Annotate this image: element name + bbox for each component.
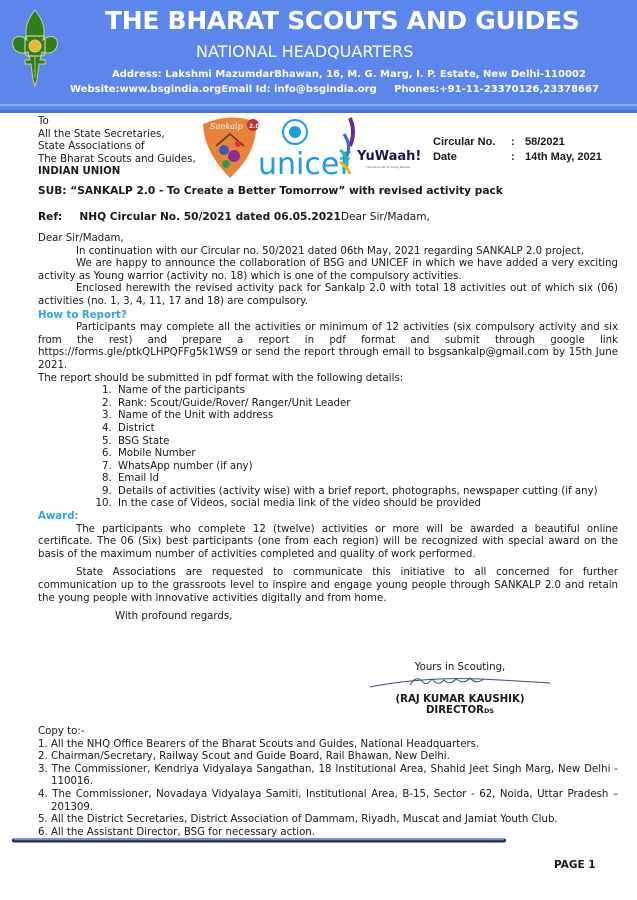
date-label: Date (433, 151, 457, 163)
list-item: 5. All the District Secretaries, District Association of Dammam, Riyadh, Muscat and Jamiat Youth Club. (38, 814, 558, 826)
copy-to-section (38, 726, 618, 839)
org-title: THE BHARAT SCOUTS AND GUIDES (105, 6, 580, 35)
svg-text:Sankalp: Sankalp (210, 122, 243, 131)
letterhead-banner (0, 0, 637, 113)
list-item: 3. Name of the Unit with address (115, 410, 618, 423)
bsg-emblem-icon (10, 8, 60, 88)
closing-paragraph: State Associations are requested to communicate this initiative to all concerned for further communication up to the grassroots level to inspire and engage young people through SANKALP 2.0 and retain the young people with innovative activities digitally and from home. (38, 567, 618, 604)
list-item: 8. Email Id (115, 473, 618, 486)
list-item: 4. The Commissioner, Novadaya Vidyalaya Samiti, Institutional Area, B-15, Sector - 62, Noida, Uttar Pradesh – 201309. (38, 788, 618, 813)
regards: With profound regards, (115, 611, 233, 623)
list-item: 7. WhatsApp number (if any) (115, 461, 618, 474)
list-item: 9. Details of activities (activity wise) with a brief report, photographs, newspaper cutting (if any) (115, 486, 618, 499)
addressee-block (38, 116, 196, 179)
award-heading: Award: (38, 511, 79, 523)
list-item: 5. BSG State (115, 436, 618, 449)
circular-info: Circular No. : 58/2021 Date : 14th May, 2021 (433, 136, 602, 163)
svg-text:2.0: 2.0 (249, 123, 260, 130)
addressee-union: INDIAN UNION (38, 166, 121, 178)
signature-block (360, 662, 560, 716)
yuwaah-logo-icon (340, 118, 421, 174)
partner-logos (200, 112, 430, 182)
list-item: 2. Rank: Scout/Guide/Rover/ Ranger/Unit Leader (115, 398, 618, 411)
circular-no-value: 58/2021 (525, 136, 565, 148)
addressee-line: All the State Secretaries, (38, 128, 165, 140)
report-details-list (38, 385, 618, 511)
circular-no-label: Circular No. (433, 136, 496, 148)
copy-to-heading: Copy to:- (38, 726, 85, 737)
letter-body (38, 233, 618, 624)
svg-text:unicef: unicef (258, 147, 350, 182)
unicef-logo-icon (258, 120, 351, 182)
list-item: 3. The Commissioner, Kendriya Vidyalaya Sangathan, 18 Institutional Area, Shahid Jeet Singh Marg, New Delhi - 110016. (38, 763, 618, 788)
paragraph-collaboration: We are happy to announce the collaboration of BSG and UNICEF in which we have added a very exciting activity as Young warrior (activity no. 18) which is one of the compulsory activities. (38, 258, 618, 282)
how-to-report-paragraph: Participants may complete all the activities or minimum of 12 activities (six compulsory activity and six from the rest) and prepare a report in pdf format and submit through google link https://forms.gle/ptkQLHPQFFg5k1WS9 or send the report through email to bsgsankalp@gmail.com by 15th June 2021. (38, 322, 618, 371)
list-item: 6. Mobile Number (115, 448, 618, 461)
paragraph-activity-pack: Enclosed herewith the revised activity pack for Sankalp 2.0 with total 18 activities out of which six (06) activities (no. 1, 3, 4, 11, 17 and 18) are compulsory. (38, 283, 618, 307)
list-item: 4. District (115, 423, 618, 436)
addressee-line: State Associations of (38, 141, 145, 153)
signatory-title: DIRECTORDS (425, 705, 495, 716)
list-item: 1. Name of the participants (115, 385, 618, 398)
details-intro: The report should be submitted in pdf format with the following details: (38, 372, 404, 384)
list-item: 6. All the Assistant Director, BSG for necessary action. (38, 826, 315, 838)
signatory-name: (RAJ KUMAR KAUSHIK) (395, 694, 525, 705)
subject-line: SUB: “SANKALP 2.0 - To Create a Better Tomorrow” with revised activity pack (38, 185, 503, 197)
org-contact: Website:www.bsgindia.orgEmail Id: info@bsgindia.org Phones:+91-11-23370126,23378667 (70, 84, 599, 95)
footer-divider (12, 838, 506, 844)
list-item: 1. All the NHQ Office Bearers of the Bharat Scouts and Guides, National Headquarters. (38, 738, 480, 750)
list-item: 10. In the case of Videos, social media link of the video should be provided (115, 498, 618, 511)
org-subtitle: NATIONAL HEADQUARTERS (196, 42, 414, 61)
paragraph-continuation: In continuation with our Circular no. 50/2021 dated 06th May, 2021 regarding SANKALP 2.0 project, (76, 245, 584, 257)
svg-text:The Personal of Young People: The Personal of Young People (366, 165, 410, 169)
signature-scribble-icon (360, 673, 560, 691)
salutation: Dear Sir/Madam, (38, 233, 124, 244)
svg-text:YuWaah!: YuWaah! (357, 149, 422, 164)
award-paragraph: The participants who complete 12 (twelve) activities or more will be awarded a beautiful online certificate. The 06 (Six) best participants (one from each region) will be recognized with special award on the basis of the maximum number of activities completed and quality of work performed. (38, 523, 618, 560)
list-item: 2. Chairman/Secretary, Railway Scout and Guide Board, Rail Bhawan, New Delhi. (38, 751, 450, 763)
addressee-line: To (38, 116, 49, 127)
page-number: PAGE 1 (554, 859, 596, 871)
banner-divider (0, 104, 637, 106)
ref-label: Ref: (38, 211, 63, 223)
ref-value: NHQ Circular No. 50/2021 dated 06.05.2021 (79, 211, 341, 223)
date-value: 14th May, 2021 (525, 151, 602, 163)
reference-line (38, 211, 430, 223)
sign-off: Yours in Scouting, (414, 662, 506, 673)
org-address: Address: Lakshmi MazumdarBhawan, 16, M. G. Marg, I. P. Estate, New Delhi-110002 (112, 69, 586, 80)
ref-trail: Dear Sir/Madam, (340, 211, 430, 223)
addressee-line: The Bharat Scouts and Guides, (38, 153, 196, 165)
copy-to-list (38, 739, 618, 840)
how-to-report-heading: How to Report? (38, 309, 127, 321)
sankalp-logo-icon (203, 117, 260, 178)
